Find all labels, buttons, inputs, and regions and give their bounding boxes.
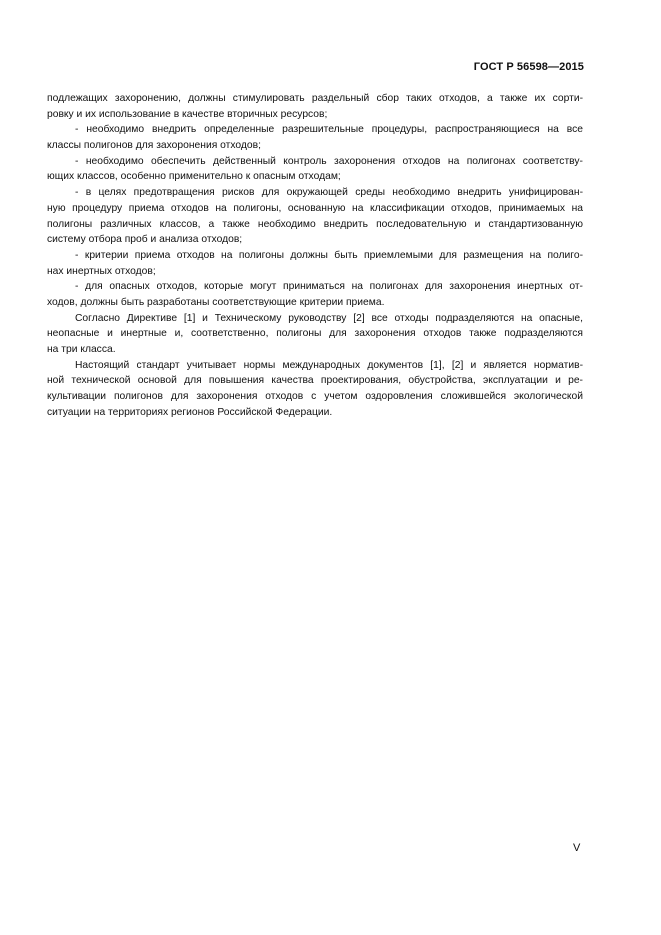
text-line: ровку и их использование в качестве вторичных ресурсов; — [47, 108, 328, 120]
text-line: ющих классов, особенно применительно к опасным отходам; — [47, 171, 341, 183]
text-line: Настоящий стандарт учитывает нормы международных документов [1], [2] и является норматив- — [75, 359, 583, 371]
text-line: - критерии приема отходов на полигоны должны быть приемлемыми для размещения на полиго- — [75, 249, 583, 261]
body-text — [47, 91, 583, 420]
text-line: ситуации на территориях регионов Российской Федерации. — [47, 406, 333, 418]
text-line: Согласно Директиве [1] и Техническому руководству [2] все отходы подразделяются на опасные, — [75, 312, 583, 324]
text-line: нах инертных отходов; — [47, 265, 156, 277]
text-line: ходов, должны быть разработаны соответствующие критерии приема. — [47, 296, 385, 308]
text-line: подлежащих захоронению, должны стимулировать раздельный сбор таких отходов, а также их сорти- — [47, 93, 583, 104]
text-line: полигоны различных классов, а также необходимо внедрить последовательную и стандартизованную — [47, 218, 583, 230]
text-line: - необходимо внедрить определенные разрешительные процедуры, распространяющиеся на все — [75, 124, 583, 136]
text-line: на три класса. — [47, 344, 116, 355]
text-line: - необходимо обеспечить действенный контроль захоронения отходов на полигонах соответству- — [75, 155, 583, 167]
text-line: ной технической основой для повышения качества проектирования, обустройства, эксплуатации и ре- — [47, 375, 583, 387]
text-line: - в целях предотвращения рисков для окружающей среды необходимо внедрить унифицирован- — [75, 187, 583, 199]
text-line: классы полигонов для захоронения отходов; — [47, 140, 261, 152]
text-line: - для опасных отходов, которые могут приниматься на полигонах для захоронения инертных от- — [75, 281, 583, 293]
text-line: систему отбора проб и анализа отходов; — [47, 234, 243, 246]
page-number: V — [573, 842, 581, 854]
text-line: неопасные и инертные и, соответственно, полигоны для захоронения отходов также подразделяются — [47, 328, 583, 340]
standard-id-header: ГОСТ Р 56598—2015 — [473, 61, 584, 73]
text-line: культивации полигонов для захоронения отходов с учетом оздоровления сложившейся экологической — [47, 391, 583, 403]
text-line: ную процедуру приема отходов на полигоны, основанную на классификации отходов, принимаемых на — [47, 202, 583, 214]
